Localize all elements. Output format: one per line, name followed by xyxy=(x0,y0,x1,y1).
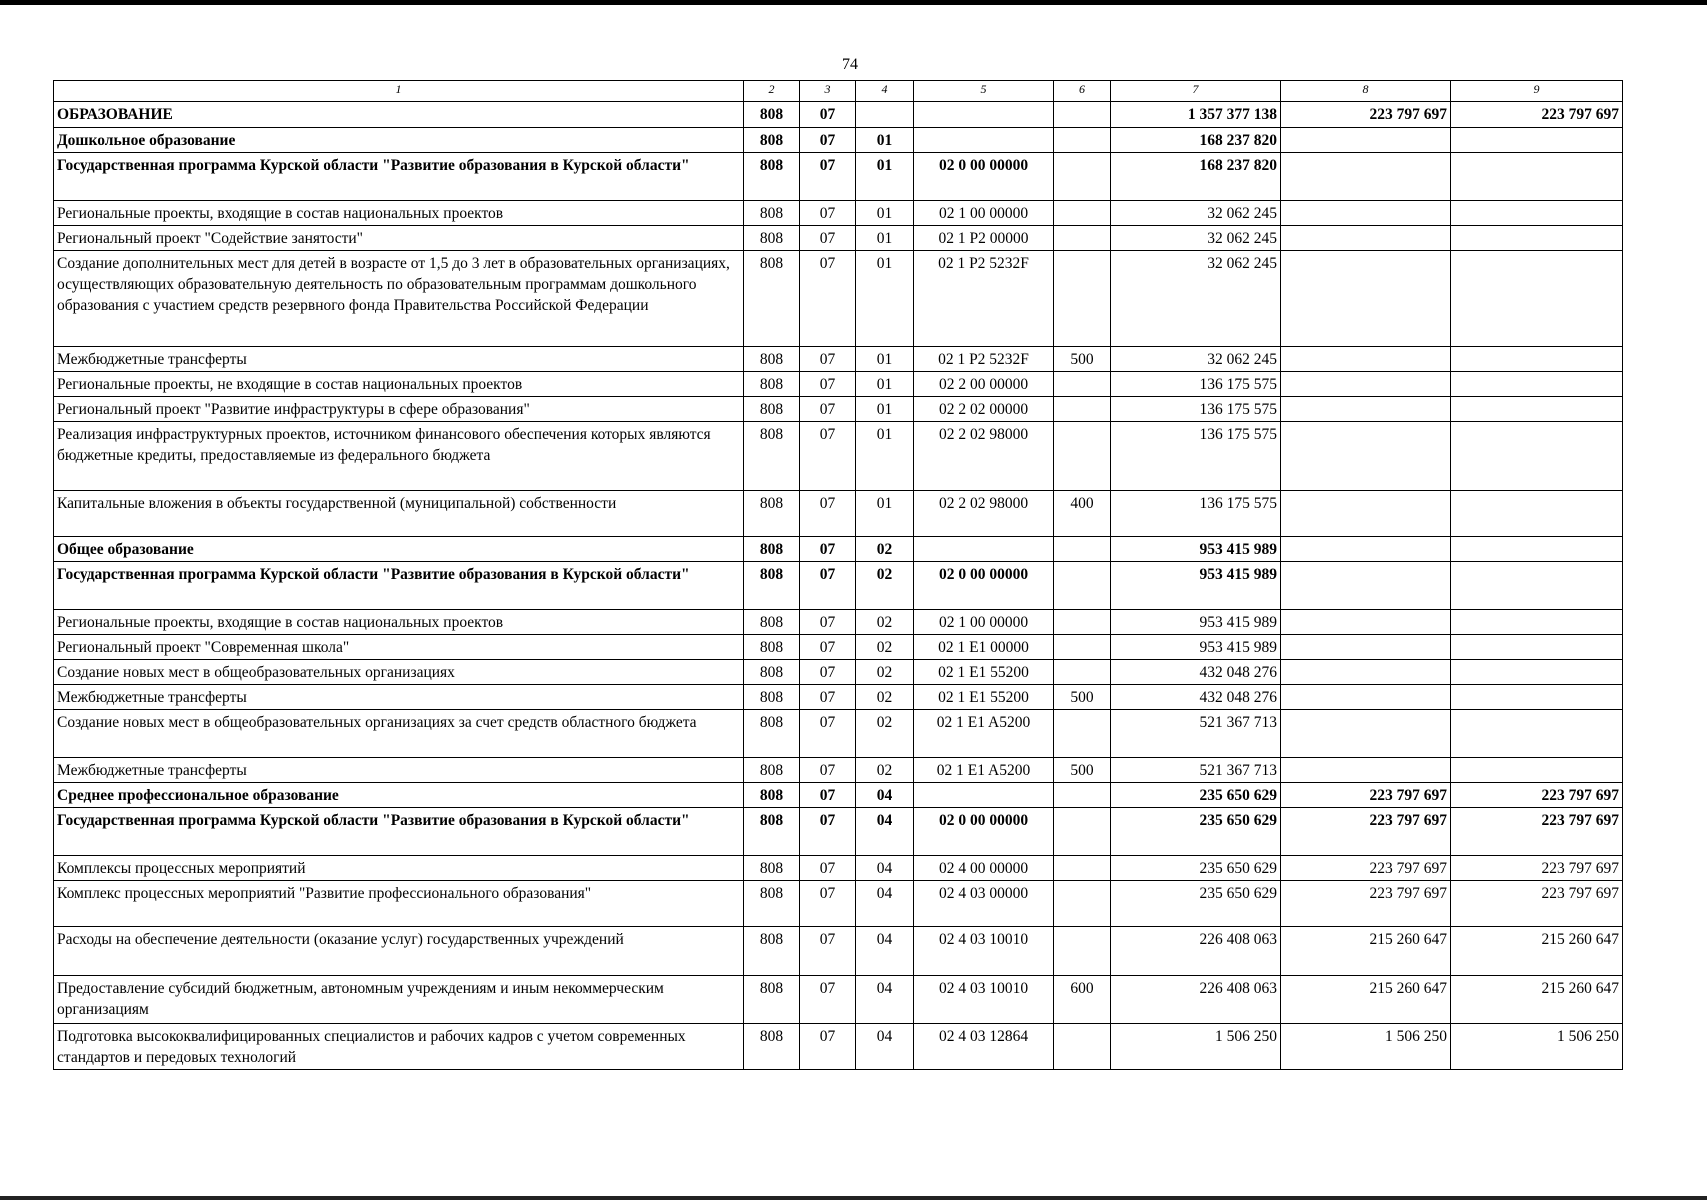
code-expense-type xyxy=(1054,610,1111,635)
table-row xyxy=(54,128,1623,153)
amount-col-7: 136 175 575 xyxy=(1111,422,1281,491)
amount-col-8: 223 797 697 xyxy=(1281,808,1451,856)
table-row xyxy=(54,422,1623,491)
amount-col-8: 215 260 647 xyxy=(1281,927,1451,976)
amount-col-7: 432 048 276 xyxy=(1111,685,1281,710)
code-section: 07 xyxy=(800,881,856,927)
row-label: Дошкольное образование xyxy=(54,128,744,153)
amount-col-9: 215 260 647 xyxy=(1451,976,1623,1024)
code-target-article: 02 1 E1 A5200 xyxy=(914,710,1054,758)
code-section: 07 xyxy=(800,856,856,881)
amount-col-8 xyxy=(1281,660,1451,685)
page-number: 74 xyxy=(842,56,858,73)
amount-col-8 xyxy=(1281,251,1451,347)
amount-col-7: 235 650 629 xyxy=(1111,881,1281,927)
amount-col-9: 1 506 250 xyxy=(1451,1024,1623,1070)
amount-col-7: 168 237 820 xyxy=(1111,128,1281,153)
column-number: 3 xyxy=(800,81,856,102)
code-subsection xyxy=(856,102,914,128)
row-label: Комплексы процессных мероприятий xyxy=(54,856,744,881)
code-department: 808 xyxy=(744,201,800,226)
code-section: 07 xyxy=(800,251,856,347)
column-number-row xyxy=(54,81,1623,102)
amount-col-7: 32 062 245 xyxy=(1111,347,1281,372)
code-section: 07 xyxy=(800,710,856,758)
code-subsection: 01 xyxy=(856,372,914,397)
code-section: 07 xyxy=(800,635,856,660)
amount-col-8 xyxy=(1281,537,1451,562)
code-department: 808 xyxy=(744,685,800,710)
amount-col-8 xyxy=(1281,372,1451,397)
code-section: 07 xyxy=(800,610,856,635)
column-number: 5 xyxy=(914,81,1054,102)
code-subsection: 04 xyxy=(856,808,914,856)
code-subsection: 04 xyxy=(856,1024,914,1070)
amount-col-7: 1 506 250 xyxy=(1111,1024,1281,1070)
amount-col-8: 223 797 697 xyxy=(1281,881,1451,927)
code-section: 07 xyxy=(800,153,856,201)
amount-col-7: 136 175 575 xyxy=(1111,397,1281,422)
code-subsection: 01 xyxy=(856,491,914,537)
budget-table xyxy=(53,80,1623,1070)
code-section: 07 xyxy=(800,562,856,610)
code-target-article: 02 1 P2 5232F xyxy=(914,347,1054,372)
code-department: 808 xyxy=(744,372,800,397)
code-target-article: 02 4 00 00000 xyxy=(914,856,1054,881)
amount-col-9 xyxy=(1451,758,1623,783)
code-expense-type xyxy=(1054,1024,1111,1070)
row-label: Капитальные вложения в объекты государственной (муниципальной) собственности xyxy=(54,491,744,537)
table-row xyxy=(54,856,1623,881)
row-label: Региональные проекты, не входящие в состав национальных проектов xyxy=(54,372,744,397)
code-subsection: 04 xyxy=(856,927,914,976)
code-department: 808 xyxy=(744,153,800,201)
table-row xyxy=(54,201,1623,226)
amount-col-8 xyxy=(1281,758,1451,783)
amount-col-7: 953 415 989 xyxy=(1111,537,1281,562)
table-row xyxy=(54,610,1623,635)
code-department: 808 xyxy=(744,976,800,1024)
amount-col-8 xyxy=(1281,226,1451,251)
code-target-article: 02 2 00 00000 xyxy=(914,372,1054,397)
amount-col-9: 223 797 697 xyxy=(1451,808,1623,856)
amount-col-7: 168 237 820 xyxy=(1111,153,1281,201)
code-target-article: 02 1 00 00000 xyxy=(914,610,1054,635)
amount-col-9: 223 797 697 xyxy=(1451,881,1623,927)
code-section: 07 xyxy=(800,347,856,372)
code-department: 808 xyxy=(744,610,800,635)
amount-col-7: 32 062 245 xyxy=(1111,251,1281,347)
code-section: 07 xyxy=(800,422,856,491)
amount-col-8 xyxy=(1281,610,1451,635)
amount-col-9 xyxy=(1451,201,1623,226)
code-target-article: 02 0 00 00000 xyxy=(914,153,1054,201)
scan-edge-bottom xyxy=(0,1196,1707,1200)
code-department: 808 xyxy=(744,102,800,128)
amount-col-7: 235 650 629 xyxy=(1111,808,1281,856)
code-department: 808 xyxy=(744,347,800,372)
table-row xyxy=(54,758,1623,783)
column-number: 6 xyxy=(1054,81,1111,102)
row-label: Создание дополнительных мест для детей в возрасте от 1,5 до 3 лет в образовательных организациях, осуществляющих образовательную деятельность по образовательным программам дошкольного образования с участием средств резервного фонда Правительства Российской Федерации xyxy=(54,251,744,347)
code-subsection: 01 xyxy=(856,397,914,422)
code-subsection: 02 xyxy=(856,758,914,783)
table-row xyxy=(54,710,1623,758)
column-number: 9 xyxy=(1451,81,1623,102)
amount-col-7: 432 048 276 xyxy=(1111,660,1281,685)
amount-col-9 xyxy=(1451,660,1623,685)
code-subsection: 02 xyxy=(856,710,914,758)
amount-col-7: 32 062 245 xyxy=(1111,226,1281,251)
row-label: Региональный проект "Содействие занятости" xyxy=(54,226,744,251)
code-target-article: 02 2 02 98000 xyxy=(914,422,1054,491)
amount-col-7: 226 408 063 xyxy=(1111,927,1281,976)
code-department: 808 xyxy=(744,226,800,251)
code-subsection: 01 xyxy=(856,226,914,251)
code-subsection: 04 xyxy=(856,976,914,1024)
amount-col-7: 1 357 377 138 xyxy=(1111,102,1281,128)
amount-col-8: 1 506 250 xyxy=(1281,1024,1451,1070)
code-target-article: 02 4 03 10010 xyxy=(914,976,1054,1024)
amount-col-9 xyxy=(1451,491,1623,537)
column-number: 2 xyxy=(744,81,800,102)
amount-col-9 xyxy=(1451,251,1623,347)
table-row xyxy=(54,976,1623,1024)
code-target-article: 02 1 00 00000 xyxy=(914,201,1054,226)
amount-col-8: 223 797 697 xyxy=(1281,102,1451,128)
table-row xyxy=(54,153,1623,201)
code-expense-type xyxy=(1054,226,1111,251)
code-expense-type: 500 xyxy=(1054,347,1111,372)
code-subsection: 04 xyxy=(856,783,914,808)
row-label: Государственная программа Курской области "Развитие образования в Курской области" xyxy=(54,562,744,610)
code-target-article: 02 4 03 12864 xyxy=(914,1024,1054,1070)
code-expense-type xyxy=(1054,397,1111,422)
code-department: 808 xyxy=(744,491,800,537)
code-subsection: 04 xyxy=(856,881,914,927)
amount-col-7: 136 175 575 xyxy=(1111,491,1281,537)
code-department: 808 xyxy=(744,783,800,808)
code-subsection: 01 xyxy=(856,128,914,153)
code-subsection: 01 xyxy=(856,422,914,491)
code-department: 808 xyxy=(744,856,800,881)
column-number: 1 xyxy=(54,81,744,102)
amount-col-8: 223 797 697 xyxy=(1281,783,1451,808)
row-label: Расходы на обеспечение деятельности (оказание услуг) государственных учреждений xyxy=(54,927,744,976)
code-department: 808 xyxy=(744,128,800,153)
code-expense-type xyxy=(1054,856,1111,881)
code-target-article: 02 1 P2 5232F xyxy=(914,251,1054,347)
code-expense-type: 500 xyxy=(1054,758,1111,783)
code-target-article: 02 0 00 00000 xyxy=(914,562,1054,610)
code-target-article: 02 4 03 00000 xyxy=(914,881,1054,927)
amount-col-8 xyxy=(1281,201,1451,226)
amount-col-9 xyxy=(1451,372,1623,397)
code-expense-type xyxy=(1054,128,1111,153)
code-subsection: 01 xyxy=(856,347,914,372)
code-expense-type: 500 xyxy=(1054,685,1111,710)
code-department: 808 xyxy=(744,808,800,856)
table-row xyxy=(54,372,1623,397)
amount-col-9 xyxy=(1451,153,1623,201)
code-expense-type xyxy=(1054,562,1111,610)
code-department: 808 xyxy=(744,251,800,347)
column-number: 4 xyxy=(856,81,914,102)
row-label: Региональные проекты, входящие в состав национальных проектов xyxy=(54,610,744,635)
code-section: 07 xyxy=(800,660,856,685)
code-expense-type xyxy=(1054,881,1111,927)
scan-edge-top xyxy=(0,0,1707,5)
amount-col-8 xyxy=(1281,685,1451,710)
table-row xyxy=(54,397,1623,422)
table-row xyxy=(54,881,1623,927)
amount-col-7: 226 408 063 xyxy=(1111,976,1281,1024)
row-label: Региональный проект "Развитие инфраструктуры в сфере образования" xyxy=(54,397,744,422)
code-expense-type xyxy=(1054,102,1111,128)
code-expense-type xyxy=(1054,710,1111,758)
code-department: 808 xyxy=(744,660,800,685)
code-target-article xyxy=(914,783,1054,808)
code-expense-type xyxy=(1054,660,1111,685)
row-label: Межбюджетные трансферты xyxy=(54,685,744,710)
code-section: 07 xyxy=(800,976,856,1024)
code-target-article: 02 4 03 10010 xyxy=(914,927,1054,976)
row-label: Региональные проекты, входящие в состав национальных проектов xyxy=(54,201,744,226)
code-section: 07 xyxy=(800,1024,856,1070)
amount-col-9 xyxy=(1451,537,1623,562)
code-target-article xyxy=(914,537,1054,562)
code-subsection: 02 xyxy=(856,635,914,660)
table-row xyxy=(54,685,1623,710)
row-label: Региональный проект "Современная школа" xyxy=(54,635,744,660)
code-section: 07 xyxy=(800,537,856,562)
amount-col-9 xyxy=(1451,347,1623,372)
amount-col-8 xyxy=(1281,562,1451,610)
table-row xyxy=(54,635,1623,660)
row-label: Государственная программа Курской области "Развитие образования в Курской области" xyxy=(54,808,744,856)
code-expense-type xyxy=(1054,808,1111,856)
code-subsection: 02 xyxy=(856,562,914,610)
amount-col-9 xyxy=(1451,710,1623,758)
amount-col-8 xyxy=(1281,710,1451,758)
code-subsection: 02 xyxy=(856,610,914,635)
code-department: 808 xyxy=(744,710,800,758)
amount-col-7: 235 650 629 xyxy=(1111,856,1281,881)
code-expense-type xyxy=(1054,635,1111,660)
table-row xyxy=(54,783,1623,808)
code-expense-type xyxy=(1054,537,1111,562)
row-label: Создание новых мест в общеобразовательных организациях xyxy=(54,660,744,685)
code-subsection: 02 xyxy=(856,660,914,685)
amount-col-9 xyxy=(1451,635,1623,660)
row-label: Среднее профессиональное образование xyxy=(54,783,744,808)
table-row xyxy=(54,102,1623,128)
code-subsection: 02 xyxy=(856,685,914,710)
code-target-article: 02 0 00 00000 xyxy=(914,808,1054,856)
code-expense-type: 600 xyxy=(1054,976,1111,1024)
code-expense-type xyxy=(1054,422,1111,491)
amount-col-8 xyxy=(1281,128,1451,153)
column-number: 8 xyxy=(1281,81,1451,102)
table-row xyxy=(54,808,1623,856)
code-section: 07 xyxy=(800,226,856,251)
amount-col-7: 32 062 245 xyxy=(1111,201,1281,226)
code-subsection: 04 xyxy=(856,856,914,881)
code-section: 07 xyxy=(800,685,856,710)
amount-col-9 xyxy=(1451,685,1623,710)
amount-col-8: 223 797 697 xyxy=(1281,856,1451,881)
code-target-article: 02 2 02 00000 xyxy=(914,397,1054,422)
amount-col-8 xyxy=(1281,153,1451,201)
code-expense-type xyxy=(1054,201,1111,226)
code-section: 07 xyxy=(800,927,856,976)
code-target-article: 02 1 E1 55200 xyxy=(914,660,1054,685)
row-label: Межбюджетные трансферты xyxy=(54,347,744,372)
row-label: Общее образование xyxy=(54,537,744,562)
code-expense-type xyxy=(1054,783,1111,808)
amount-col-8: 215 260 647 xyxy=(1281,976,1451,1024)
table-row xyxy=(54,660,1623,685)
code-department: 808 xyxy=(744,537,800,562)
table-row xyxy=(54,1024,1623,1070)
code-department: 808 xyxy=(744,562,800,610)
table-row xyxy=(54,226,1623,251)
amount-col-7: 235 650 629 xyxy=(1111,783,1281,808)
code-target-article: 02 1 E1 00000 xyxy=(914,635,1054,660)
table-row xyxy=(54,562,1623,610)
amount-col-9 xyxy=(1451,610,1623,635)
amount-col-9 xyxy=(1451,397,1623,422)
code-section: 07 xyxy=(800,128,856,153)
code-target-article: 02 2 02 98000 xyxy=(914,491,1054,537)
code-target-article xyxy=(914,102,1054,128)
code-expense-type: 400 xyxy=(1054,491,1111,537)
table-row xyxy=(54,927,1623,976)
row-label: Предоставление субсидий бюджетным, автономным учреждениям и иным некоммерческим организациям xyxy=(54,976,744,1024)
code-department: 808 xyxy=(744,635,800,660)
amount-col-7: 953 415 989 xyxy=(1111,610,1281,635)
amount-col-9: 223 797 697 xyxy=(1451,783,1623,808)
code-subsection: 01 xyxy=(856,201,914,226)
code-expense-type xyxy=(1054,372,1111,397)
code-target-article: 02 1 E1 A5200 xyxy=(914,758,1054,783)
table-row xyxy=(54,251,1623,347)
amount-col-7: 136 175 575 xyxy=(1111,372,1281,397)
amount-col-8 xyxy=(1281,397,1451,422)
amount-col-8 xyxy=(1281,422,1451,491)
code-target-article: 02 1 P2 00000 xyxy=(914,226,1054,251)
amount-col-9 xyxy=(1451,562,1623,610)
amount-col-9 xyxy=(1451,128,1623,153)
column-number: 7 xyxy=(1111,81,1281,102)
code-department: 808 xyxy=(744,422,800,491)
code-target-article xyxy=(914,128,1054,153)
amount-col-7: 953 415 989 xyxy=(1111,635,1281,660)
code-subsection: 01 xyxy=(856,251,914,347)
code-subsection: 01 xyxy=(856,153,914,201)
amount-col-7: 521 367 713 xyxy=(1111,710,1281,758)
code-section: 07 xyxy=(800,783,856,808)
amount-col-8 xyxy=(1281,347,1451,372)
table-row xyxy=(54,491,1623,537)
table-row xyxy=(54,537,1623,562)
code-section: 07 xyxy=(800,758,856,783)
code-section: 07 xyxy=(800,491,856,537)
row-label: Комплекс процессных мероприятий "Развитие профессионального образования" xyxy=(54,881,744,927)
code-section: 07 xyxy=(800,397,856,422)
amount-col-9: 223 797 697 xyxy=(1451,102,1623,128)
amount-col-9: 223 797 697 xyxy=(1451,856,1623,881)
code-department: 808 xyxy=(744,927,800,976)
code-department: 808 xyxy=(744,1024,800,1070)
row-label: ОБРАЗОВАНИЕ xyxy=(54,102,744,128)
amount-col-8 xyxy=(1281,491,1451,537)
code-department: 808 xyxy=(744,881,800,927)
amount-col-9: 215 260 647 xyxy=(1451,927,1623,976)
amount-col-7: 953 415 989 xyxy=(1111,562,1281,610)
row-label: Реализация инфраструктурных проектов, источником финансового обеспечения которых являются бюджетные кредиты, предоставляемые из федерального бюджета xyxy=(54,422,744,491)
row-label: Государственная программа Курской области "Развитие образования в Курской области" xyxy=(54,153,744,201)
code-expense-type xyxy=(1054,153,1111,201)
amount-col-8 xyxy=(1281,635,1451,660)
code-department: 808 xyxy=(744,758,800,783)
amount-col-9 xyxy=(1451,226,1623,251)
code-expense-type xyxy=(1054,927,1111,976)
code-subsection: 02 xyxy=(856,537,914,562)
table-row xyxy=(54,347,1623,372)
amount-col-9 xyxy=(1451,422,1623,491)
code-section: 07 xyxy=(800,372,856,397)
amount-col-7: 521 367 713 xyxy=(1111,758,1281,783)
row-label: Подготовка высококвалифицированных специалистов и рабочих кадров с учетом современных стандартов и передовых технологий xyxy=(54,1024,744,1070)
row-label: Создание новых мест в общеобразовательных организациях за счет средств областного бюджета xyxy=(54,710,744,758)
code-section: 07 xyxy=(800,102,856,128)
code-expense-type xyxy=(1054,251,1111,347)
code-section: 07 xyxy=(800,808,856,856)
code-target-article: 02 1 E1 55200 xyxy=(914,685,1054,710)
code-section: 07 xyxy=(800,201,856,226)
row-label: Межбюджетные трансферты xyxy=(54,758,744,783)
code-department: 808 xyxy=(744,397,800,422)
